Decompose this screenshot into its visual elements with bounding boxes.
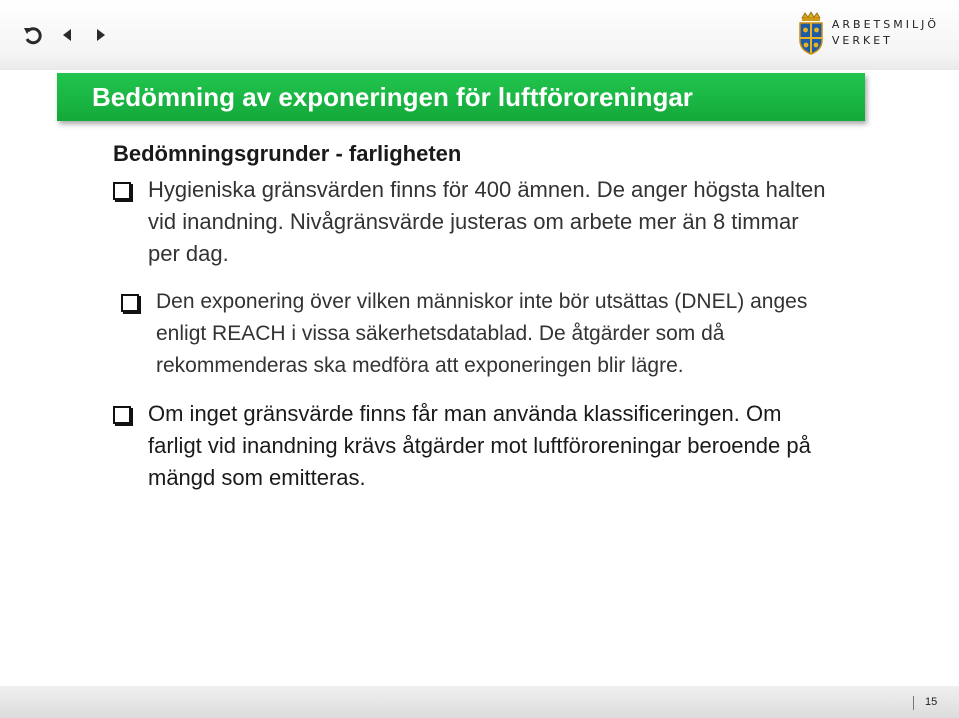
subheading: Bedömningsgrunder - farligheten <box>113 141 462 166</box>
page-number: 15 <box>925 696 938 708</box>
bullet-item <box>113 174 833 270</box>
triangle-right-icon <box>94 28 108 42</box>
arbetsmiljoverket-logo <box>796 10 939 56</box>
triangle-left-icon <box>60 28 74 42</box>
title-banner <box>57 73 865 121</box>
footer-divider <box>913 696 914 710</box>
logo-line-2: VERKET <box>831 34 893 47</box>
checkbox-icon <box>113 182 131 200</box>
logo-wordmark <box>832 17 939 49</box>
footer-bar <box>0 686 959 718</box>
bullet-text: Om inget gränsvärde finns får man använda klassificeringen. Om farligt vid inandning krävs åtgärder mot luftföroreningar beroende på mängd som emitteras. <box>148 401 811 490</box>
top-toolbar <box>0 0 959 70</box>
bullet-item <box>113 398 833 494</box>
undo-arrow-icon <box>22 24 44 46</box>
previous-slide-button[interactable] <box>54 22 80 48</box>
slide-content <box>113 140 833 494</box>
bullet-text: Hygieniska gränsvärden finns för 400 ämnen. De anger högsta halten vid inandning. Nivågränsvärde justeras om arbete mer än 8 timmar per dag. <box>148 177 826 266</box>
logo-line-1: ARBETSMILJÖ <box>831 18 939 31</box>
bullet-text: Den exponering över vilken människor inte bör utsättas (DNEL) anges enligt REACH i vissa säkerhetsdatablad. De åtgärder som då rekommenderas ska medföra att exponeringen blir lägre. <box>156 290 808 377</box>
checkbox-icon <box>113 406 131 424</box>
checkbox-icon <box>121 294 139 312</box>
next-slide-button[interactable] <box>88 22 114 48</box>
back-button[interactable] <box>20 22 46 48</box>
crest-icon <box>796 10 826 56</box>
slide-title: Bedömning av exponeringen för luftföroreningar <box>92 82 693 112</box>
bullet-item <box>121 286 833 382</box>
navigation-controls <box>20 22 122 48</box>
